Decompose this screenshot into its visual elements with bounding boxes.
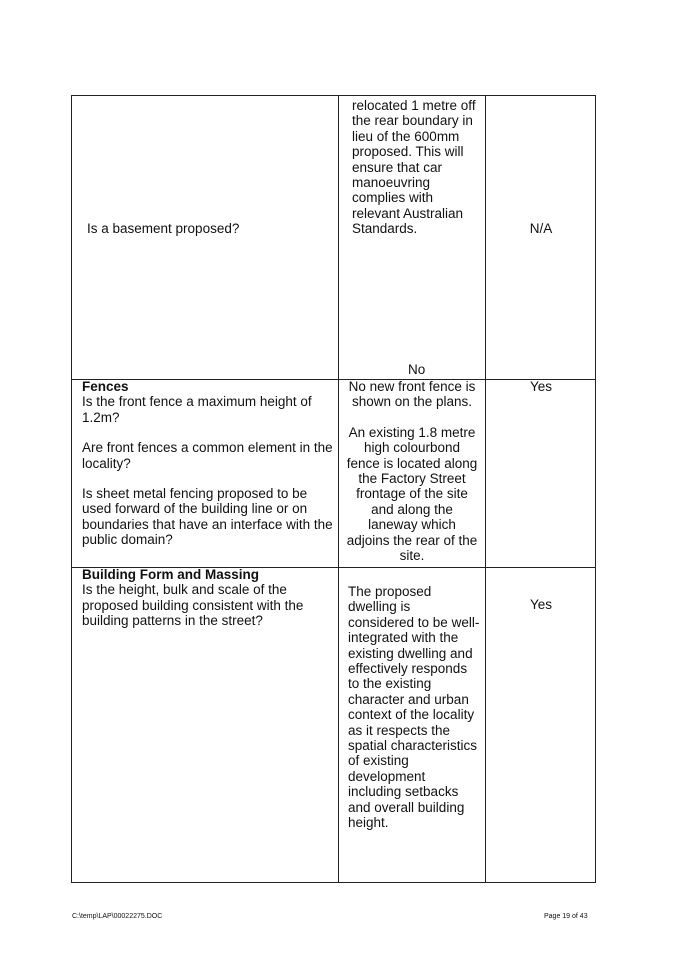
question-cell: Is a basement proposed? (87, 221, 240, 236)
compliance-cell: Yes (529, 379, 553, 394)
section-heading: Building Form and Massing (82, 567, 260, 582)
compliance-cell: N/A (529, 221, 553, 236)
table-row (71, 95, 596, 380)
comment-cell: The proposed dwelling is considered to be well- integrated with the existing dwelling and effectively responds to the existing character and urban context of the locality as it respects the spatial characteristics of existing development including setbacks and overall building height. (348, 584, 480, 831)
comment-cell: relocated 1 metre off the rear boundary in lieu of the 600mm proposed. This will ensure that car manoeuvring complies with relevant Australian Standards. (352, 98, 476, 237)
table-row (71, 567, 596, 883)
question-cell: Fences Is the front fence a maximum height of 1.2m? Are front fences a common element in the locality? Is sheet metal fencing proposed to be used forward of the building line or on boundaries that have an interface with the public domain? (82, 379, 337, 548)
footer-file-path: C:\temp\LAP\00022275.DOC (72, 913, 163, 920)
compliance-cell: Yes (529, 597, 553, 612)
comment-tail: No (408, 362, 426, 377)
question-cell: Building Form and Massing Is the height, bulk and scale of the proposed building consistent with the building patterns in the street? (82, 567, 337, 629)
footer-page-number: Page 19 of 43 (544, 913, 588, 920)
table-row (71, 379, 596, 568)
assessment-table (71, 95, 598, 883)
section-heading: Fences (82, 379, 129, 394)
comment-cell: No new front fence is shown on the plans. An existing 1.8 metre high colourbond fence is located along the Factory Street frontage of the site and along the laneway which adjoins the rear of the site. (346, 379, 478, 564)
